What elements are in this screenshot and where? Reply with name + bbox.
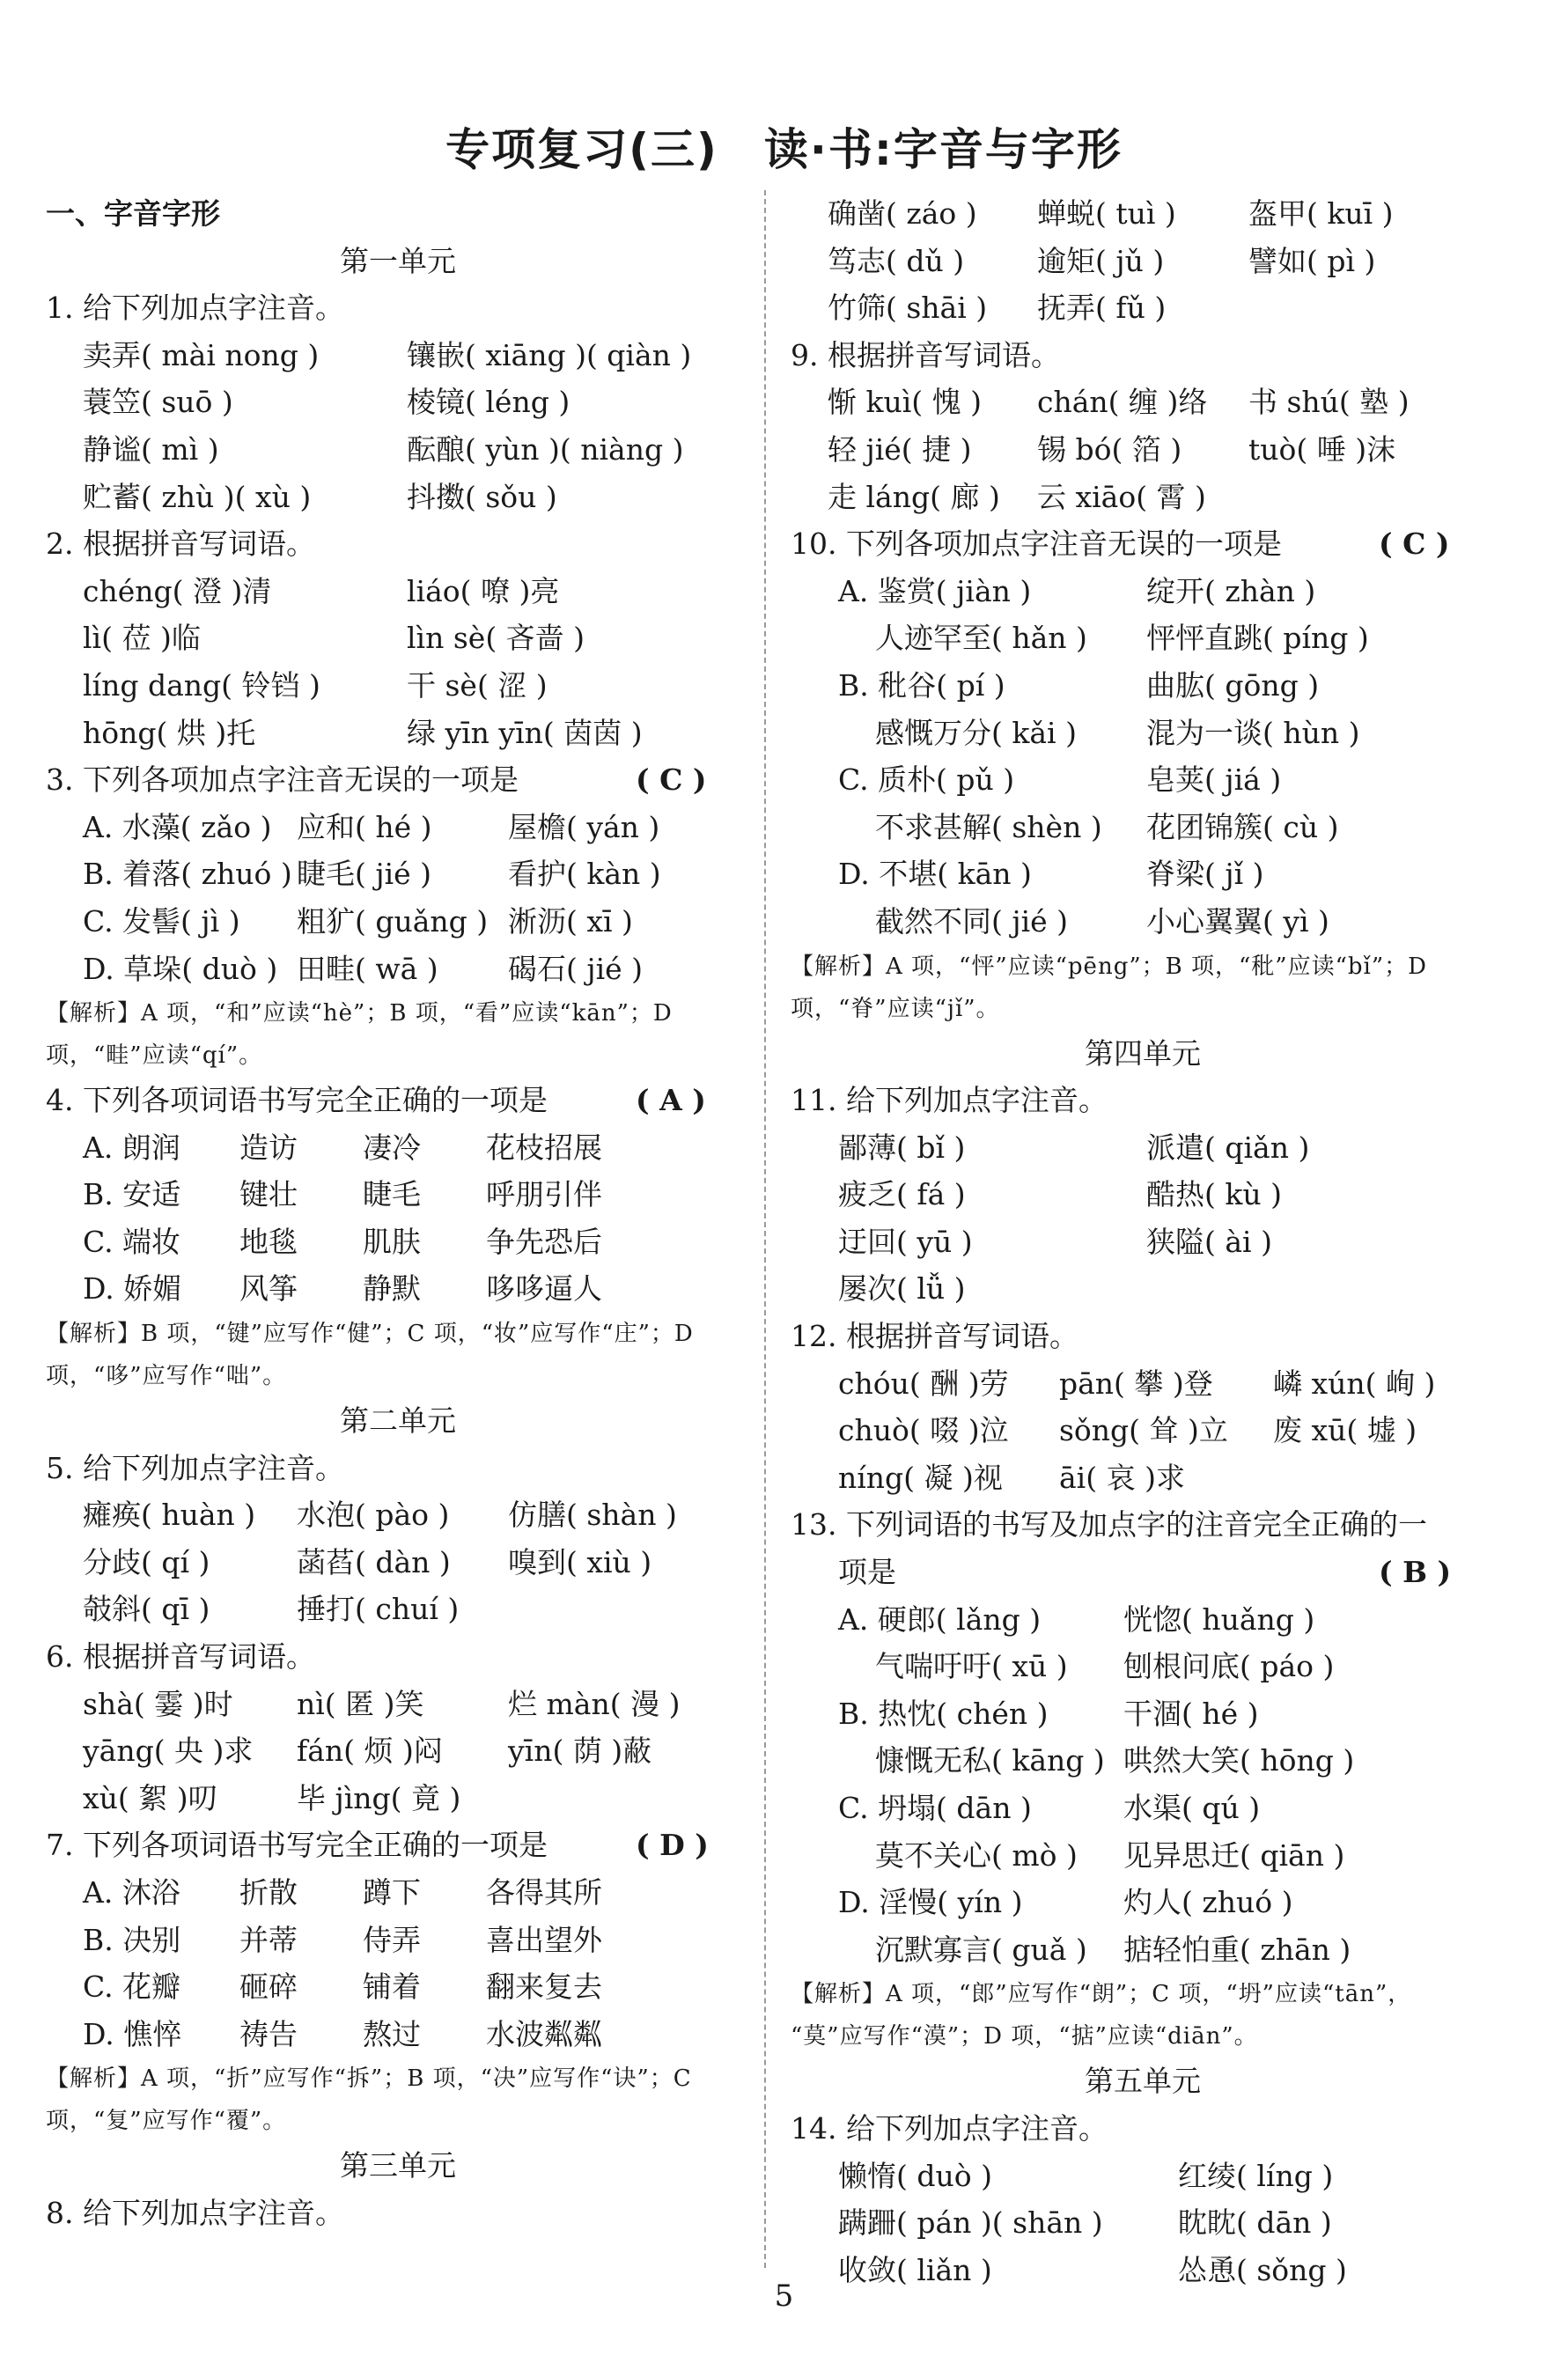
item-cell: A. 水藻( zǎo )	[83, 809, 272, 844]
analysis-line: 项，“复”应写作“覆”。	[46, 2108, 287, 2135]
item-cell: 争先恐后	[486, 1224, 602, 1259]
item-cell: 收敛( liǎn )	[838, 2252, 992, 2287]
section-heading: 一、字音字形	[46, 196, 220, 231]
analysis-line: “莫”应写作“漠”；D 项，“掂”应读“diān”。	[791, 2023, 1258, 2050]
item-cell: chuò( 啜 )泣	[838, 1413, 1009, 1448]
item-cell: 睫毛( jié )	[297, 857, 432, 892]
item-cell: 烂 màn( 漫 )	[508, 1686, 681, 1721]
item-cell: 人迹罕至( hǎn )	[875, 621, 1087, 656]
item-cell: 喜出望外	[486, 1922, 602, 1957]
item-cell: 懒惰( duò )	[838, 2158, 992, 2193]
item-cell: 眈眈( dān )	[1178, 2205, 1332, 2241]
item-cell: 项是	[838, 1555, 896, 1590]
item-cell: 酝酿( yùn )( niàng )	[407, 431, 684, 467]
item-cell: 呼朋引伴	[486, 1177, 602, 1212]
question-line: 6. 根据拼音写词语。	[46, 1639, 315, 1675]
item-cell: 走 láng( 廊 )	[828, 479, 1000, 514]
item-cell: 静默	[363, 1271, 421, 1307]
item-row	[46, 1539, 750, 1587]
item-row	[791, 1879, 1495, 1926]
analysis-line: 【解析】A 项，“和”应读“hè”；B 项，“看”应读“kān”；D	[46, 1000, 673, 1027]
item-cell: C. 坍塌( dān )	[838, 1791, 1032, 1825]
item-cell: 并蒂	[239, 1922, 298, 1957]
question-line: 1. 给下列加点字注音。	[46, 291, 344, 326]
item-cell: 水渠( qú )	[1123, 1791, 1261, 1825]
item-row	[791, 238, 1495, 285]
item-cell: pān( 攀 )登	[1059, 1366, 1213, 1401]
item-cell: 莫不关心( mò )	[875, 1837, 1078, 1873]
question-line: 2. 根据拼音写词语。	[46, 526, 315, 562]
item-cell: 慷慨无私( kāng )	[875, 1743, 1105, 1778]
item-row	[791, 1407, 1495, 1454]
item-cell: yīn( 荫 )蔽	[508, 1734, 652, 1769]
question-line: 5. 给下列加点字注音。	[46, 1450, 344, 1485]
item-cell: 抚弄( fǔ )	[1037, 291, 1167, 326]
item-cell: C. 花瓣	[83, 1969, 181, 2005]
item-row	[46, 1218, 750, 1266]
item-row	[791, 1171, 1495, 1218]
item-row	[46, 1822, 750, 1869]
item-cell: A. 朗润	[83, 1130, 180, 1165]
item-row	[791, 1737, 1495, 1785]
item-cell: 菡萏( dàn )	[297, 1544, 451, 1579]
item-cell: 小心翼翼( yì )	[1146, 903, 1329, 939]
item-cell: 粗犷( guǎng )	[297, 903, 489, 939]
page-title: 专项复习(三) 读·书:字音与字形	[445, 124, 1123, 175]
unit-heading: 第二单元	[340, 1403, 456, 1439]
item-row	[791, 1643, 1495, 1690]
item-cell: D. 不堪( kān )	[838, 857, 1032, 892]
item-cell: lìn sè( 吝啬 )	[407, 621, 585, 656]
item-cell: D. 憔悴	[83, 2016, 182, 2051]
item-cell: 干 sè( 涩 )	[407, 667, 548, 703]
item-cell: 废 xū( 墟 )	[1273, 1413, 1417, 1448]
item-cell: 键壮	[239, 1177, 298, 1212]
item-cell: 砸碎	[239, 1969, 298, 2005]
item-cell: B. 安适	[83, 1177, 181, 1212]
item-cell: 看护( kàn )	[508, 857, 661, 892]
item-cell: 灼人( zhuó )	[1123, 1885, 1293, 1920]
item-row	[46, 804, 750, 851]
item-cell: 曲肱( gōng )	[1146, 667, 1320, 703]
item-cell: 花团锦簇( cù )	[1146, 809, 1339, 844]
item-cell: 熬过	[363, 2016, 421, 2051]
item-cell: 贮蓄( zhù )( xù )	[83, 479, 312, 514]
item-cell: 疲乏( fá )	[838, 1177, 966, 1212]
item-cell: 淅沥( xī )	[508, 903, 633, 939]
item-cell: 皂荚( jiá )	[1146, 762, 1282, 798]
item-cell: 截然不同( jié )	[875, 903, 1069, 939]
right-column	[791, 190, 1495, 2293]
unit-heading: 第一单元	[340, 243, 456, 278]
unit-heading: 第三单元	[340, 2148, 456, 2183]
item-cell: 碣石( jié )	[508, 951, 644, 986]
item-cell: 分歧( qí )	[83, 1544, 210, 1579]
question-line: 9. 根据拼音写词语。	[791, 337, 1060, 372]
item-row	[46, 1077, 750, 1124]
item-cell: 书 shú( 塾 )	[1248, 385, 1410, 420]
item-cell: 应和( hé )	[297, 809, 432, 844]
item-row	[791, 1360, 1495, 1408]
analysis-line: 【解析】B 项，“键”应写作“健”；C 项，“妆”应写作“庄”；D	[46, 1321, 694, 1348]
item-cell: 屋檐( yán )	[508, 809, 660, 844]
item-row	[791, 804, 1495, 851]
item-cell: A. 沐浴	[83, 1875, 180, 1910]
item-cell: 花枝招展	[486, 1130, 602, 1165]
item-row	[46, 426, 750, 474]
item-row	[791, 1265, 1495, 1313]
item-row	[791, 1454, 1495, 1502]
item-cell: nì( 匿 )笑	[297, 1686, 424, 1721]
item-row	[791, 190, 1495, 238]
item-cell: 睫毛	[363, 1177, 421, 1212]
item-cell: 酷热( kù )	[1146, 1177, 1282, 1212]
item-cell: 棱镜( léng )	[407, 385, 571, 420]
item-cell: hōng( 烘 )托	[83, 715, 256, 750]
item-row	[791, 568, 1495, 615]
item-cell: 鄙薄( bǐ )	[838, 1130, 966, 1165]
item-row	[46, 710, 750, 757]
item-row	[46, 1727, 750, 1775]
item-cell: 镶嵌( xiāng )( qiàn )	[407, 337, 692, 372]
question-line: 11. 给下列加点字注音。	[791, 1083, 1108, 1118]
item-cell: 锡 bó( 箔 )	[1037, 431, 1182, 467]
item-cell: 干涸( hé )	[1123, 1696, 1259, 1731]
item-cell: líng dang( 铃铛 )	[83, 667, 320, 703]
item-cell: yāng( 央 )求	[83, 1734, 254, 1769]
item-cell: 掂轻怕重( zhān )	[1123, 1932, 1351, 1967]
item-cell: 譬如( pì )	[1248, 243, 1376, 278]
item-row	[791, 1124, 1495, 1172]
answer-choice: ( C )	[636, 762, 707, 798]
item-cell: 10. 下列各项加点字注音无误的一项是	[791, 526, 1282, 562]
item-cell: 蹲下	[363, 1875, 421, 1910]
item-cell: 怂恿( sǒng )	[1178, 2252, 1347, 2287]
item-cell: 抖擞( sǒu )	[407, 479, 557, 514]
item-row	[46, 1265, 750, 1313]
item-row	[791, 379, 1495, 426]
item-row	[46, 662, 750, 710]
item-row	[46, 2011, 750, 2058]
item-cell: lì( 莅 )临	[83, 621, 201, 656]
item-cell: 沉默寡言( guǎ )	[875, 1932, 1087, 1967]
answer-choice: ( A )	[636, 1083, 706, 1118]
item-cell: 盔甲( kuī )	[1248, 196, 1394, 231]
item-row	[46, 1171, 750, 1218]
item-row	[46, 946, 750, 993]
question-line: 13. 下列词语的书写及加点字的注音完全正确的一	[791, 1507, 1427, 1542]
item-cell: D. 淫慢( yín )	[838, 1885, 1023, 1920]
item-cell: 翻来复去	[486, 1969, 602, 2005]
item-cell: 地毯	[239, 1224, 298, 1259]
item-cell: chéng( 澄 )清	[83, 573, 272, 608]
item-row	[791, 615, 1495, 662]
item-row	[46, 1963, 750, 2011]
item-cell: 云 xiāo( 霄 )	[1037, 479, 1206, 514]
item-row	[791, 898, 1495, 946]
item-row	[791, 520, 1495, 568]
item-row	[791, 1218, 1495, 1266]
item-cell: āi( 哀 )求	[1059, 1460, 1185, 1495]
item-cell: D. 娇媚	[83, 1271, 182, 1307]
item-cell: 竹筛( shāi )	[828, 291, 988, 326]
item-cell: 瘫痪( huàn )	[83, 1498, 256, 1533]
item-cell: liáo( 嘹 )亮	[407, 573, 560, 608]
item-cell: C. 端妆	[83, 1224, 181, 1259]
item-cell: 卖弄( mài nong )	[83, 337, 320, 372]
item-row	[46, 1586, 750, 1633]
item-cell: 红绫( líng )	[1178, 2158, 1334, 2193]
analysis-line: 【解析】A 项，“郎”应写作“朗”；C 项，“坍”应读“tān”，	[791, 1981, 1412, 2008]
item-cell: 7. 下列各项词语书写完全正确的一项是	[46, 1828, 548, 1863]
item-cell: níng( 凝 )视	[838, 1460, 1003, 1495]
item-cell: 蓑笠( suō )	[83, 385, 233, 420]
item-cell: chán( 缠 )络	[1037, 385, 1208, 420]
item-cell: 嶙 xún( 峋 )	[1273, 1366, 1436, 1401]
analysis-line: 【解析】A 项，“折”应写作“拆”；B 项，“决”应写作“诀”；C	[46, 2065, 692, 2093]
unit-heading: 第四单元	[1085, 1035, 1201, 1071]
item-cell: 水泡( pào )	[297, 1498, 450, 1533]
item-cell: 绿 yīn yīn( 茵茵 )	[407, 715, 643, 750]
item-row	[46, 1917, 750, 1964]
item-row	[46, 568, 750, 615]
item-cell: 感慨万分( kǎi )	[875, 715, 1077, 750]
item-cell: 凄冷	[363, 1130, 421, 1165]
item-row	[46, 379, 750, 426]
item-cell: 狭隘( ài )	[1146, 1224, 1272, 1259]
item-row	[791, 2199, 1495, 2247]
left-column	[46, 190, 750, 2237]
unit-heading: 第五单元	[1085, 2064, 1201, 2099]
item-cell: C. 发髻( jì )	[83, 903, 240, 939]
item-row	[791, 1785, 1495, 1832]
item-cell: 各得其所	[486, 1875, 602, 1910]
item-cell: 嗅到( xiù )	[508, 1544, 652, 1579]
column-divider	[764, 190, 766, 2268]
page-number: 5	[774, 2279, 794, 2314]
item-cell: 蹒跚( pán )( shān )	[838, 2205, 1103, 2241]
item-cell: 确凿( záo )	[828, 196, 977, 231]
item-cell: B. 着落( zhuó )	[83, 857, 292, 892]
analysis-line: 项，“脊”应读“jǐ”。	[791, 995, 1000, 1022]
item-cell: 4. 下列各项词语书写完全正确的一项是	[46, 1083, 548, 1118]
item-cell: 惭 kuì( 愧 )	[828, 385, 983, 420]
item-cell: 刨根问底( páo )	[1123, 1649, 1335, 1684]
item-cell: 屡次( lǚ )	[838, 1271, 966, 1307]
item-cell: 静谧( mì )	[83, 431, 219, 467]
question-line: 14. 给下列加点字注音。	[791, 2110, 1108, 2146]
item-row	[46, 1491, 750, 1539]
item-cell: 造访	[239, 1130, 298, 1165]
item-row	[791, 474, 1495, 521]
item-cell: tuò( 唾 )沫	[1248, 431, 1396, 467]
item-cell: shà( 霎 )时	[83, 1686, 233, 1721]
item-cell: 哄然大笑( hōng )	[1123, 1743, 1355, 1778]
item-cell: 迂回( yū )	[838, 1224, 973, 1259]
item-cell: B. 秕谷( pí )	[838, 667, 1005, 703]
item-cell: 3. 下列各项加点字注音无误的一项是	[46, 762, 519, 798]
item-cell: 攲斜( qī )	[83, 1592, 210, 1627]
item-row	[791, 284, 1495, 332]
item-row	[46, 898, 750, 946]
item-cell: 捶打( chuí )	[297, 1592, 460, 1627]
item-cell: 铺着	[363, 1969, 421, 2005]
item-row	[46, 615, 750, 662]
item-cell: 肌肤	[363, 1224, 421, 1259]
item-row	[791, 2153, 1495, 2200]
item-cell: A. 硬郎( lǎng )	[838, 1601, 1042, 1637]
item-cell: xù( 絮 )叨	[83, 1780, 217, 1815]
question-line: 8. 给下列加点字注音。	[46, 2195, 344, 2230]
item-row	[46, 332, 750, 379]
item-cell: 祷告	[239, 2016, 298, 2051]
item-cell: 气喘吁吁( xū )	[875, 1649, 1068, 1684]
item-cell: sǒng( 耸 )立	[1059, 1413, 1228, 1448]
item-row	[791, 850, 1495, 898]
item-row	[46, 1124, 750, 1172]
item-cell: 风筝	[239, 1271, 298, 1307]
item-cell: 脊梁( jǐ )	[1146, 857, 1264, 892]
item-row	[791, 662, 1495, 710]
item-row	[46, 850, 750, 898]
item-cell: 怦怦直跳( píng )	[1146, 621, 1369, 656]
item-cell: C. 质朴( pǔ )	[838, 762, 1015, 798]
item-cell: B. 热忱( chén )	[838, 1696, 1049, 1731]
item-cell: 绽开( zhàn )	[1146, 573, 1316, 608]
item-cell: 蝉蜕( tuì )	[1037, 196, 1176, 231]
item-cell: B. 决别	[83, 1922, 181, 1957]
analysis-line: 项，“哆”应写作“咄”。	[46, 1363, 287, 1390]
item-row	[791, 756, 1495, 804]
item-cell: 恍惚( huǎng )	[1123, 1601, 1315, 1637]
item-cell: 折散	[239, 1875, 298, 1910]
item-cell: 田畦( wā )	[297, 951, 438, 986]
item-cell: chóu( 酬 )劳	[838, 1366, 1009, 1401]
item-row	[46, 756, 750, 804]
item-cell: 见异思迁( qiān )	[1123, 1837, 1345, 1873]
item-row	[46, 1869, 750, 1917]
item-row	[791, 1832, 1495, 1880]
item-cell: fán( 烦 )闷	[297, 1734, 443, 1769]
item-row	[791, 1926, 1495, 1974]
item-cell: 不求甚解( shèn )	[875, 809, 1102, 844]
item-cell: 逾矩( jǔ )	[1037, 243, 1165, 278]
analysis-line: 【解析】A 项，“怦”应读“pēng”；B 项，“秕”应读“bǐ”；D	[791, 953, 1427, 980]
item-cell: A. 鉴赏( jiàn )	[838, 573, 1032, 608]
item-row	[46, 1681, 750, 1728]
item-row	[46, 474, 750, 521]
item-cell: 水波粼粼	[486, 2016, 602, 2051]
item-cell: 侍弄	[363, 1922, 421, 1957]
item-row	[791, 710, 1495, 757]
answer-choice: ( C )	[1379, 526, 1450, 562]
item-row	[791, 1596, 1495, 1644]
item-cell: 仿膳( shàn )	[508, 1498, 677, 1533]
item-cell: 笃志( dǔ )	[828, 243, 965, 278]
item-row	[791, 1690, 1495, 1738]
item-row	[791, 426, 1495, 474]
item-cell: 混为一谈( hùn )	[1146, 715, 1360, 750]
item-row	[46, 1775, 750, 1822]
answer-choice: ( B )	[1379, 1555, 1452, 1590]
answer-choice: ( D )	[636, 1828, 709, 1863]
item-cell: 轻 jié( 捷 )	[828, 431, 972, 467]
item-row	[791, 1549, 1495, 1596]
item-cell: 哆哆逼人	[486, 1271, 602, 1307]
analysis-line: 项，“畦”应读“qí”。	[46, 1042, 263, 1070]
item-cell: 派遣( qiǎn )	[1146, 1130, 1310, 1165]
question-line: 12. 根据拼音写词语。	[791, 1319, 1078, 1354]
item-cell: 毕 jìng( 竟 )	[297, 1780, 461, 1815]
item-cell: D. 草垛( duò )	[83, 951, 278, 986]
